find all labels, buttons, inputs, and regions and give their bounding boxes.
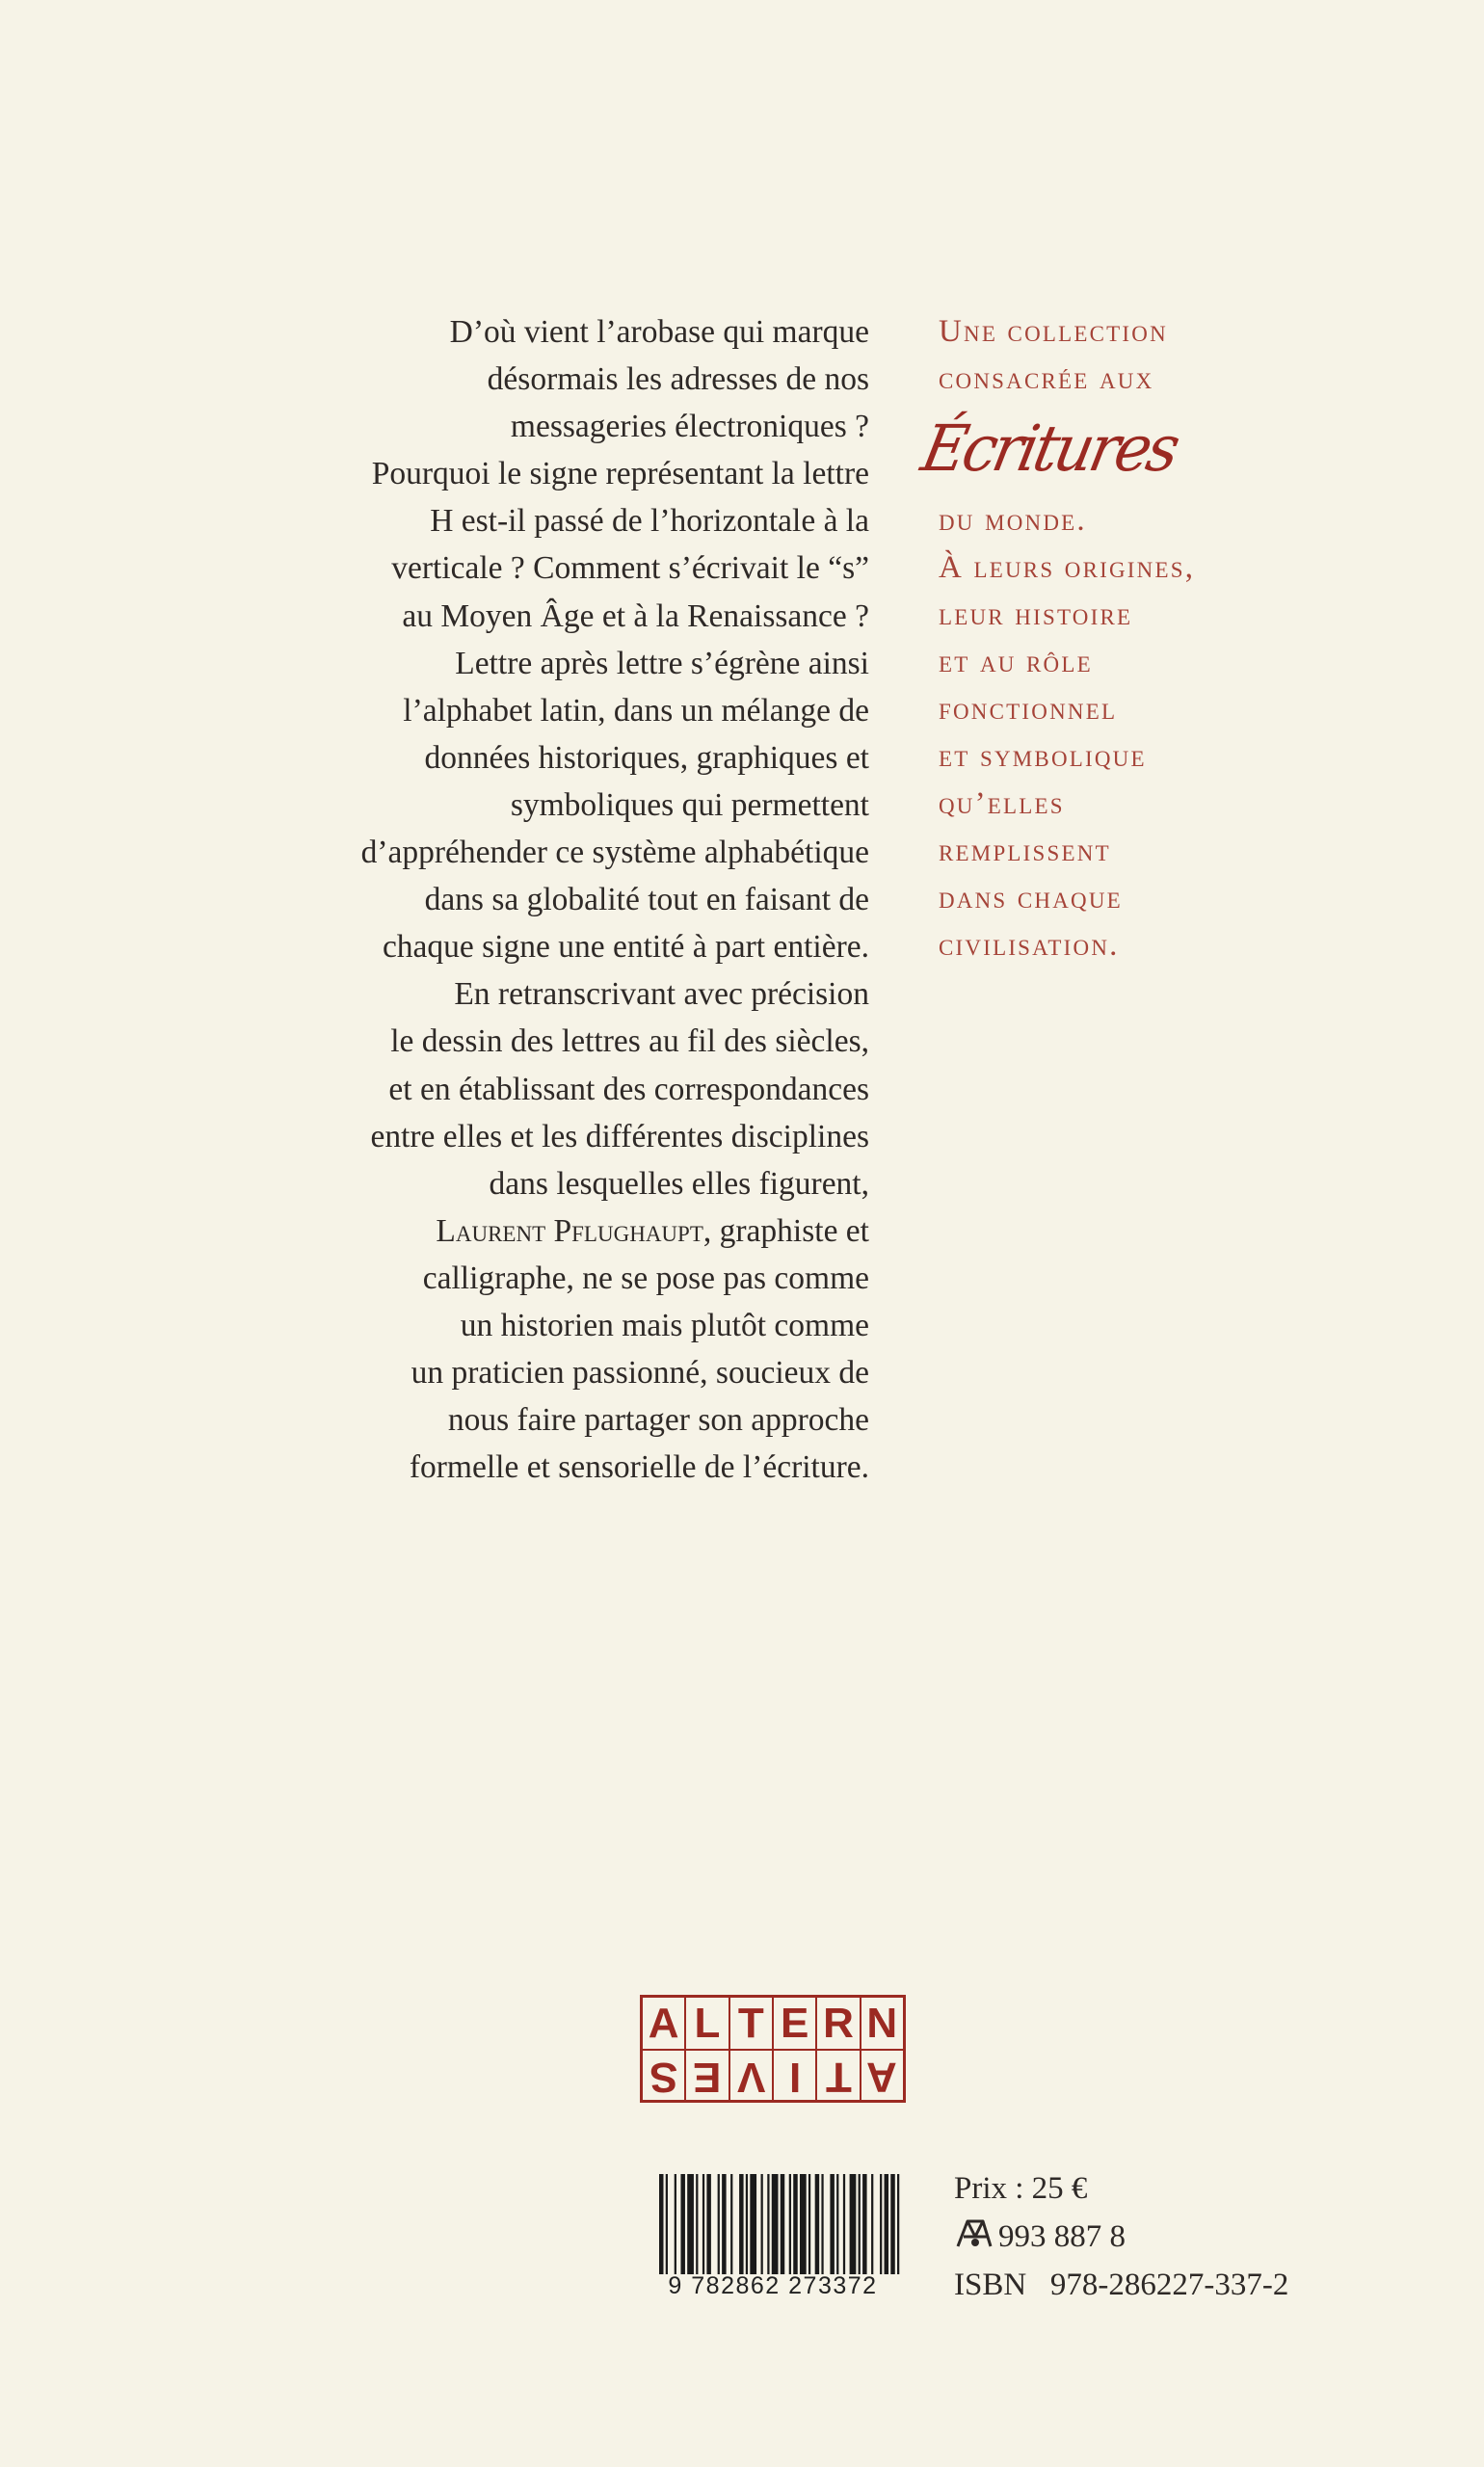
logo-letter: S <box>649 2053 678 2101</box>
logo-letter: T <box>729 1998 772 2049</box>
barcode-bar <box>680 2174 684 2274</box>
barcode-bar <box>696 2174 698 2274</box>
description-line: entre elles et les différentes disciplines <box>370 1118 869 1154</box>
description-line: calligraphe, ne se pose pas comme <box>422 1260 869 1296</box>
barcode-bar <box>800 2174 807 2274</box>
logo-letter: E <box>772 1998 815 2049</box>
barcode-bar <box>843 2174 845 2274</box>
barcode-bar <box>739 2174 743 2274</box>
description-line: données historiques, graphiques et <box>424 739 869 776</box>
collection-line: qu’elles <box>939 786 1065 821</box>
collection-line: consacrée aux <box>939 361 1154 396</box>
collection-line: leur histoire <box>939 597 1133 632</box>
collection-line: À leurs origines, <box>939 550 1196 585</box>
price-block <box>954 2164 1288 2309</box>
description-line: dans lesquelles elles figurent, <box>489 1165 869 1202</box>
logo-letter: A <box>860 2051 903 2102</box>
barcode-bar <box>750 2174 756 2274</box>
description-line: Pourquoi le signe représentant la lettre <box>371 456 869 492</box>
barcode-bars <box>659 2174 906 2274</box>
collection-line: dans chaque <box>939 881 1123 915</box>
barcode-bar <box>850 2174 857 2274</box>
author-name: Laurent Pflughaupt <box>436 1212 703 1249</box>
distributor-line <box>954 2213 1288 2261</box>
distributor-logo-icon <box>954 2217 994 2250</box>
barcode-number: 9 782862 273372 <box>668 2272 878 2299</box>
barcode-bar <box>885 2174 888 2274</box>
barcode-bar <box>722 2174 726 2274</box>
barcode-bar <box>862 2174 866 2274</box>
barcode-bar <box>880 2174 882 2274</box>
barcode-bar <box>666 2174 668 2274</box>
collection-line: Une collection <box>939 314 1168 349</box>
logo-letter: I <box>772 2051 815 2102</box>
barcode-bar <box>859 2174 861 2274</box>
barcode-bar <box>706 2174 710 2274</box>
logo-letter: T <box>815 2051 859 2102</box>
barcode-bar <box>746 2174 748 2274</box>
price-text: Prix : 25 € <box>954 2171 1088 2206</box>
description-line: chaque signe une entité à part entière. <box>382 929 869 966</box>
barcode-bar <box>808 2174 810 2274</box>
collection-line: et au rôle <box>939 645 1093 679</box>
collection-line: et symbolique <box>939 739 1147 774</box>
barcode-bar <box>702 2174 704 2274</box>
distributor-code: 993 887 8 <box>998 2219 1126 2254</box>
barcode-bar <box>675 2174 676 2274</box>
logo-letter: L <box>684 1998 728 2049</box>
collection-script-title <box>915 403 1343 497</box>
description-line: dans sa globalité tout en faisant de <box>424 882 869 918</box>
description-line: symboliques qui permettent <box>510 786 869 823</box>
barcode-bar <box>815 2174 819 2274</box>
description-line: formelle et sensorielle de l’écriture. <box>409 1449 869 1486</box>
publisher-logo <box>640 1995 906 2103</box>
collection-line: fonctionnel <box>939 692 1118 727</box>
description-line: un historien mais plutôt comme <box>460 1307 869 1343</box>
description-line: verticale ? Comment s’écrivait le “s” <box>391 550 869 587</box>
collection-statement <box>915 308 1343 969</box>
collection-line: du monde. <box>939 503 1087 538</box>
author-role: , graphiste et <box>702 1212 869 1249</box>
description-line: un praticien passionné, soucieux de <box>411 1355 869 1392</box>
barcode-bar <box>789 2174 791 2274</box>
barcode-bar <box>836 2174 838 2274</box>
isbn-text: ISBN 978-286227-337-2 <box>954 2268 1289 2302</box>
barcode <box>659 2174 906 2278</box>
description-line: et en établissant des correspondances <box>388 1071 869 1107</box>
description-line: D’où vient l’arobase qui marque <box>449 314 869 350</box>
barcode-bar <box>659 2174 663 2274</box>
description-line: Lettre après lettre s’égrène ainsi <box>455 645 869 681</box>
description-line: H est-il passé de l’horizontale à la <box>430 503 869 540</box>
barcode-bar <box>890 2174 894 2274</box>
barcode-bar <box>830 2174 834 2274</box>
barcode-bar <box>897 2174 899 2274</box>
barcode-bar <box>781 2174 784 2274</box>
script-word: Écritures <box>915 411 1183 486</box>
logo-letter: E <box>684 2051 728 2102</box>
barcode-bar <box>730 2174 732 2274</box>
author-line <box>289 1207 869 1255</box>
barcode-bar <box>767 2174 769 2274</box>
description-line: nous faire partager son approche <box>447 1402 869 1439</box>
collection-line: remplissent <box>939 834 1111 868</box>
barcode-bar <box>821 2174 823 2274</box>
barcode-bar <box>687 2174 694 2274</box>
description-line: l’alphabet latin, dans un mélange de <box>403 692 869 729</box>
collection-line: civilisation. <box>939 928 1120 963</box>
barcode-bar <box>871 2174 873 2274</box>
back-cover-description <box>289 308 869 1491</box>
description-line: au Moyen Âge et à la Renaissance ? <box>402 597 869 634</box>
description-line: le dessin des lettres au fil des siècles, <box>390 1023 869 1060</box>
logo-letter: V <box>729 2051 772 2102</box>
logo-letter: R <box>815 1998 859 2049</box>
description-line: désormais les adresses de nos <box>487 361 869 398</box>
logo-letter: A <box>648 1999 679 2047</box>
description-line: En retranscrivant avec précision <box>454 976 869 1013</box>
logo-letter: N <box>860 1998 903 2049</box>
logo-bottom-row <box>643 2049 903 2102</box>
barcode-bar <box>793 2174 797 2274</box>
barcode-bar <box>772 2174 779 2274</box>
barcode-bar <box>718 2174 720 2274</box>
description-line: messageries électroniques ? <box>510 409 869 445</box>
barcode-bar <box>761 2174 763 2274</box>
logo-top-row <box>643 1998 903 2049</box>
description-line: d’appréhender ce système alphabétique <box>360 835 869 871</box>
